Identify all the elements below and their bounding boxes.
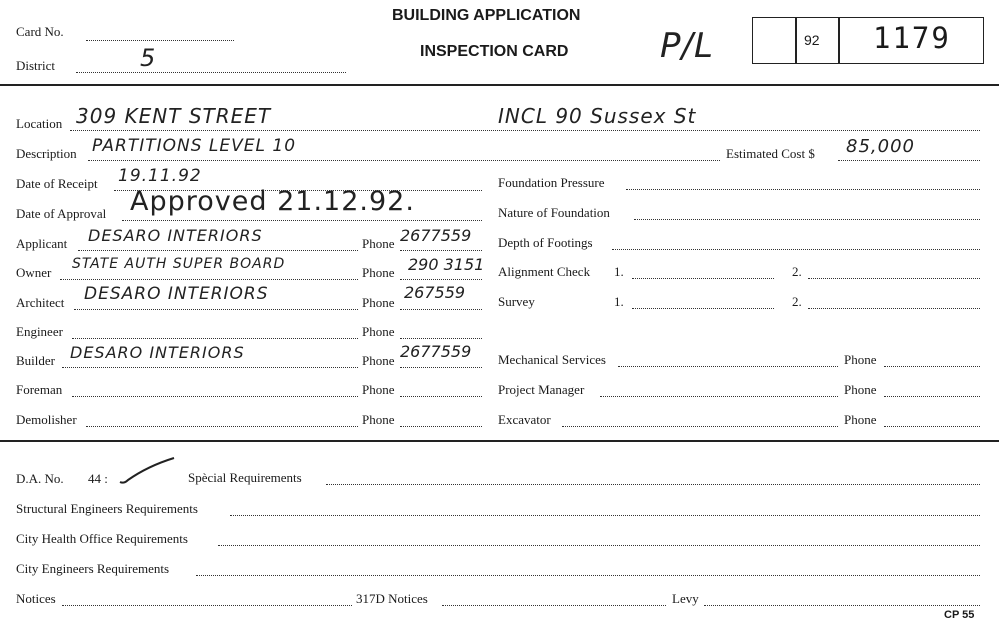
demolisher-phone-label: Phone [362, 412, 395, 427]
project-manager-phone-label: Phone [844, 382, 877, 397]
survey-line1 [632, 308, 774, 309]
da-value: 44 : [88, 471, 108, 486]
architect-phone-value: 267559 [404, 283, 466, 302]
estimated-cost-label: Estimated Cost $ [726, 146, 815, 161]
survey-num1: 1. [614, 294, 624, 309]
notices317-label: 317D Notices [356, 591, 428, 606]
builder-phone-value: 2677559 [400, 342, 472, 361]
excavator-label: Excavator [498, 412, 551, 427]
project-manager-phone-line [884, 396, 980, 397]
excavator-phone-label: Phone [844, 412, 877, 427]
foundation-pressure-label: Foundation Pressure [498, 175, 605, 190]
box-divider-2 [838, 17, 840, 64]
owner-label: Owner [16, 265, 52, 280]
alignment-line2 [808, 278, 980, 279]
description-value: PARTITIONS LEVEL 10 [92, 136, 297, 156]
district-line [76, 72, 346, 73]
date-approval-value: Approved 21.12.92. [130, 186, 415, 217]
architect-line [74, 309, 358, 310]
health-line [218, 545, 980, 546]
date-approval-label: Date of Approval [16, 206, 107, 221]
applicant-phone-value: 2677559 [400, 226, 472, 245]
builder-phone-line [400, 367, 482, 368]
applicant-value: DESARO INTERIORS [88, 226, 263, 245]
levy-label: Levy [672, 591, 699, 606]
nature-foundation-line [634, 219, 980, 220]
mid-divider [0, 440, 999, 442]
mechanical-phone-label: Phone [844, 352, 877, 367]
foreman-label: Foreman [16, 382, 63, 397]
demolisher-phone-line [400, 426, 482, 427]
city-eng-line [196, 575, 980, 576]
notices-line [62, 605, 352, 606]
location-label: Location [16, 116, 63, 131]
location-line [70, 130, 980, 131]
structural-label: Structural Engineers Requirements [16, 501, 198, 516]
builder-label: Builder [16, 353, 55, 368]
survey-label: Survey [498, 294, 535, 309]
title-line1: BUILDING APPLICATION [392, 7, 581, 24]
engineer-phone-label: Phone [362, 324, 395, 339]
levy-line [704, 605, 980, 606]
estimated-cost-value: 85,000 [846, 136, 915, 157]
card-no-line [86, 40, 234, 41]
foreman-phone-line [400, 396, 482, 397]
applicant-phone-label: Phone [362, 236, 395, 251]
engineer-phone-line [400, 338, 482, 339]
district-value: 5 [140, 44, 157, 72]
notices317-line [442, 605, 666, 606]
mechanical-phone-line [884, 366, 980, 367]
special-line [326, 484, 980, 485]
applicant-label: Applicant [16, 236, 68, 251]
location-value: 309 KENT STREET [76, 104, 272, 128]
mechanical-label: Mechanical Services [498, 352, 606, 367]
builder-value: DESARO INTERIORS [70, 343, 245, 362]
owner-phone-line [400, 279, 482, 280]
foreman-line [72, 396, 358, 397]
box-divider-1 [795, 17, 797, 64]
alignment-line1 [632, 278, 774, 279]
structural-line [230, 515, 980, 516]
mechanical-line [618, 366, 838, 367]
demolisher-line [86, 426, 358, 427]
engineer-label: Engineer [16, 324, 63, 339]
foreman-phone-label: Phone [362, 382, 395, 397]
owner-line [60, 279, 358, 280]
district-label: District [16, 58, 55, 73]
foundation-pressure-line [626, 189, 980, 190]
survey-line2 [808, 308, 980, 309]
survey-num2: 2. [792, 294, 802, 309]
title-line2: INSPECTION CARD [420, 43, 569, 60]
tick-mark-icon [118, 456, 178, 486]
owner-value: STATE AUTH SUPER BOARD [72, 256, 286, 272]
estimated-cost-line [838, 160, 980, 161]
date-receipt-value: 19.11.92 [118, 166, 202, 186]
alignment-num1: 1. [614, 264, 624, 279]
city-eng-label: City Engineers Requirements [16, 561, 170, 576]
card-number: 1179 [873, 21, 951, 55]
handwritten-mark: P/L [660, 26, 714, 66]
owner-phone-value: 290 3151 [408, 255, 485, 274]
date-approval-line [122, 220, 482, 221]
project-manager-line [600, 396, 838, 397]
description-label: Description [16, 146, 77, 161]
card-year: 92 [804, 32, 820, 48]
builder-phone-label: Phone [362, 353, 395, 368]
alignment-num2: 2. [792, 264, 802, 279]
architect-phone-line [400, 309, 482, 310]
engineer-line [72, 338, 358, 339]
card-no-label: Card No. [16, 24, 64, 39]
da-label: D.A. No. [16, 471, 64, 486]
owner-phone-label: Phone [362, 265, 395, 280]
builder-line [62, 367, 358, 368]
description-line [88, 160, 720, 161]
depth-footings-label: Depth of Footings [498, 235, 593, 250]
depth-footings-line [612, 249, 980, 250]
health-label: City Health Office Requirements [16, 531, 188, 546]
applicant-line [78, 250, 358, 251]
project-manager-label: Project Manager [498, 382, 585, 397]
architect-value: DESARO INTERIORS [84, 284, 269, 304]
demolisher-label: Demolisher [16, 412, 77, 427]
date-receipt-label: Date of Receipt [16, 176, 98, 191]
excavator-phone-line [884, 426, 980, 427]
special-label: Spècial Requirements [188, 470, 302, 485]
architect-label: Architect [16, 295, 65, 310]
alignment-label: Alignment Check [498, 264, 591, 279]
nature-foundation-label: Nature of Foundation [498, 205, 610, 220]
notices-label: Notices [16, 591, 56, 606]
excavator-line [562, 426, 838, 427]
applicant-phone-line [400, 250, 482, 251]
architect-phone-label: Phone [362, 295, 395, 310]
form-code: CP 55 [944, 609, 975, 621]
header-divider [0, 84, 999, 86]
location-extra: INCL 90 Sussex St [498, 104, 697, 128]
